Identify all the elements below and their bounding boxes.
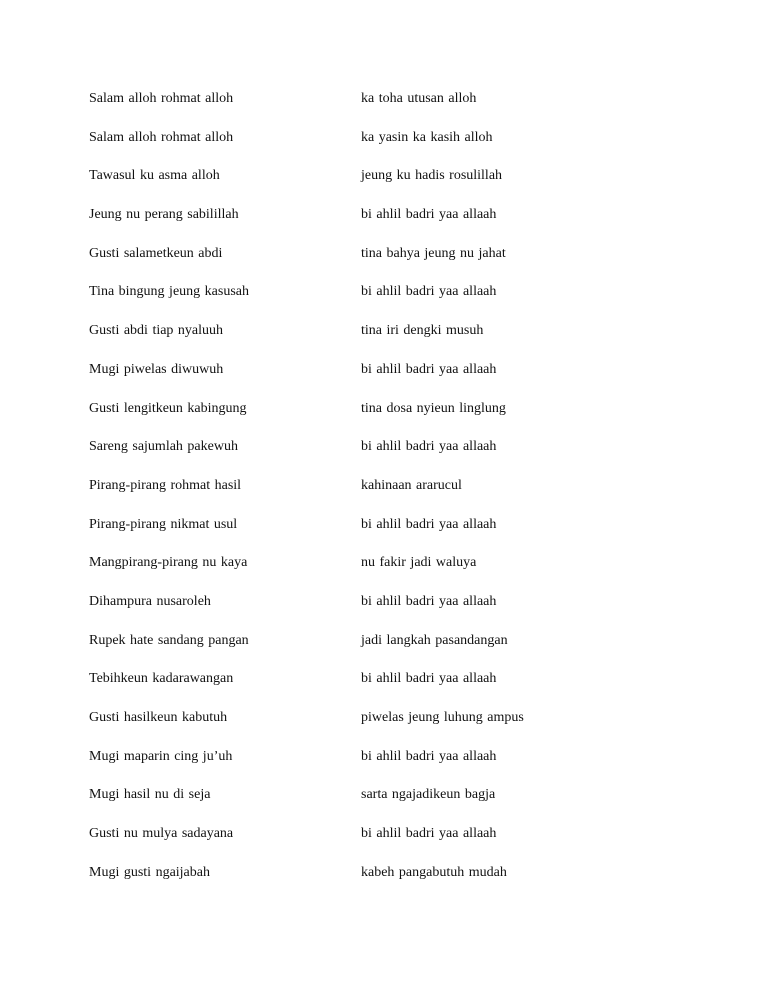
verse-left: Salam alloh rohmat alloh <box>89 91 234 106</box>
verse-right: bi ahlil badri yaa allaah <box>361 671 497 687</box>
verse-left: Gusti abdi tiap nyaluuh <box>89 323 224 339</box>
verse-right: kabeh pangabutuh mudah <box>361 864 507 880</box>
verse-right: ka yasin ka kasih alloh <box>361 129 493 145</box>
verse-right: tina dosa nyieun linglung <box>361 400 506 416</box>
verse-right: ka toha utusan alloh <box>361 91 477 106</box>
verse-row <box>89 282 729 321</box>
verse-row <box>89 785 729 824</box>
verse-left: Mugi piwelas diwuwuh <box>89 361 224 377</box>
verse-right: jeung ku hadis rosulillah <box>361 168 503 184</box>
verse-row <box>89 553 729 592</box>
verse-right: tina bahya jeung nu jahat <box>361 245 506 261</box>
verse-left: Tebihkeun kadarawangan <box>89 671 234 687</box>
verse-left: Mugi gusti ngaijabah <box>89 864 210 880</box>
verse-left: Gusti hasilkeun kabutuh <box>89 710 228 725</box>
verse-left: Tawasul ku asma alloh <box>89 168 220 184</box>
verse-row <box>89 592 729 631</box>
verse-left: Sareng sajumlah pakewuh <box>89 439 238 455</box>
verse-left: Mugi maparin cing ju’uh <box>89 748 233 764</box>
verse-right: bi ahlil badri yaa allaah <box>361 439 497 455</box>
verse-row <box>89 515 729 554</box>
verse-row <box>89 631 729 670</box>
verse-right: bi ahlil badri yaa allaah <box>361 826 497 842</box>
verse-left: Dihampura nusaroleh <box>89 593 211 609</box>
verse-row <box>89 166 729 205</box>
verse-left: Tina bingung jeung kasusah <box>89 284 249 300</box>
verse-row <box>89 476 729 515</box>
verse-right: bi ahlil badri yaa allaah <box>361 207 497 223</box>
verse-row <box>89 437 729 476</box>
verse-row <box>89 360 729 399</box>
verse-left: Jeung nu perang sabilillah <box>89 207 239 223</box>
verse-right: bi ahlil badri yaa allaah <box>361 284 497 300</box>
verse-right: nu fakir jadi waluya <box>361 555 477 571</box>
verse-row <box>89 399 729 438</box>
poem-verses <box>89 89 729 901</box>
verse-row <box>89 244 729 283</box>
verse-left: Mugi hasil nu di seja <box>89 787 211 803</box>
verse-row <box>89 669 729 708</box>
verse-right: kahinaan ararucul <box>361 477 462 493</box>
verse-row <box>89 89 729 128</box>
verse-left: Pirang-pirang nikmat usul <box>89 516 238 532</box>
verse-row <box>89 863 729 902</box>
verse-left: Rupek hate sandang pangan <box>89 632 249 648</box>
verse-left: Pirang-pirang rohmat hasil <box>89 477 242 493</box>
verse-right: piwelas jeung luhung ampus <box>361 710 524 725</box>
verse-right: bi ahlil badri yaa allaah <box>361 593 497 609</box>
verse-left: Mangpirang-pirang nu kaya <box>89 555 248 571</box>
verse-row <box>89 321 729 360</box>
verse-right: jadi langkah pasandangan <box>361 632 508 648</box>
verse-left: Gusti lengitkeun kabingung <box>89 400 247 416</box>
verse-row <box>89 205 729 244</box>
verse-right: sarta ngajadikeun bagja <box>361 787 496 803</box>
verse-right: bi ahlil badri yaa allaah <box>361 516 497 532</box>
verse-row <box>89 128 729 167</box>
verse-left: Gusti salametkeun abdi <box>89 245 223 261</box>
verse-left: Salam alloh rohmat alloh <box>89 129 234 145</box>
verse-right: tina iri dengki musuh <box>361 323 484 339</box>
verse-right: bi ahlil badri yaa allaah <box>361 748 497 764</box>
verse-row <box>89 708 729 747</box>
verse-row <box>89 747 729 786</box>
verse-row <box>89 824 729 863</box>
verse-right: bi ahlil badri yaa allaah <box>361 361 497 377</box>
verse-left: Gusti nu mulya sadayana <box>89 826 234 842</box>
